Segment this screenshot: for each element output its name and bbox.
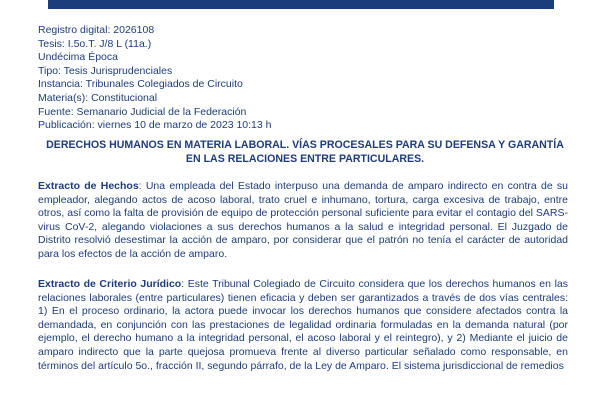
thesis-title: DERECHOS HUMANOS EN MATERIA LABORAL. VÍAS PROCESALES PARA SU DEFENSA Y GARANTÍA EN LAS RELACIONES ENTRE PARTICULARES.: [46, 139, 564, 165]
extracto-criterio-label: Extracto de Criterio Jurídico: [38, 278, 182, 290]
tipo: Tipo: Tesis Jurisprudenciales: [38, 64, 173, 77]
epoca: Undécima Época: [38, 51, 118, 64]
extracto-hechos-label: Extracto de Hechos: [38, 180, 139, 192]
extracto-hechos-text: : Una empleada del Estado interpuso una demanda de amparo indirecto en contra de su empleador, alegando actos de acoso laboral, trato cruel e inhumano, tortura, carga excesiva de trabajo, entre otros, así como la falta de provisión de equipo de protección personal suficiente para evitar el contagio del SARS- virus CoV-2, alegando violaciones a sus derechos humanos a la salud e integridad personal. El Juzgado de Distrito resolvió desestimar la acción de amparo, por considerar que el patrón no tenía el carácter de autoridad para los efectos de la acción de amparo.: [38, 180, 568, 260]
instancia: Instancia: Tribunales Colegiados de Circuito: [38, 78, 243, 91]
extracto-hechos-paragraph: [38, 180, 568, 262]
extracto-criterio-text: : Este Tribunal Colegiado de Circuito considera que los derechos humanos en las relaciones laborales (entre particulares) tienen eficacia y deben ser garantizados a través de dos vías centrales: 1) En el proceso ordinario, la actora puede invocar los derechos humanos que considere afectados contra la demandada, en conjunción con las prestaciones de legalidad ordinaria formuladas en la demanda natural (por ejemplo, el derecho humano a la integridad personal, el acoso laboral y el reintegro), y 2) Mediante el juicio de amparo indirecto que la parte quejosa promueva frente al diverso particular señalado como responsable, en términos del artículo 5o., fracción II, segundo párrafo, de la Ley de Amparo. El sistema jurisdiccional de remedios: [38, 278, 568, 372]
tesis-number: Tesis: I.5o.T. J/8 L (11a.): [38, 37, 152, 50]
materia: Materia(s): Constitucional: [38, 91, 158, 104]
metadata-block: [38, 24, 558, 133]
registro-digital: Registro digital: 2026108: [38, 24, 155, 36]
publicacion: Publicación: viernes 10 de marzo de 2023 10:13 h: [38, 119, 272, 132]
extracto-criterio-paragraph: [38, 278, 568, 373]
header-bar: [48, 0, 554, 9]
fuente: Fuente: Semanario Judicial de la Federación: [38, 105, 247, 118]
